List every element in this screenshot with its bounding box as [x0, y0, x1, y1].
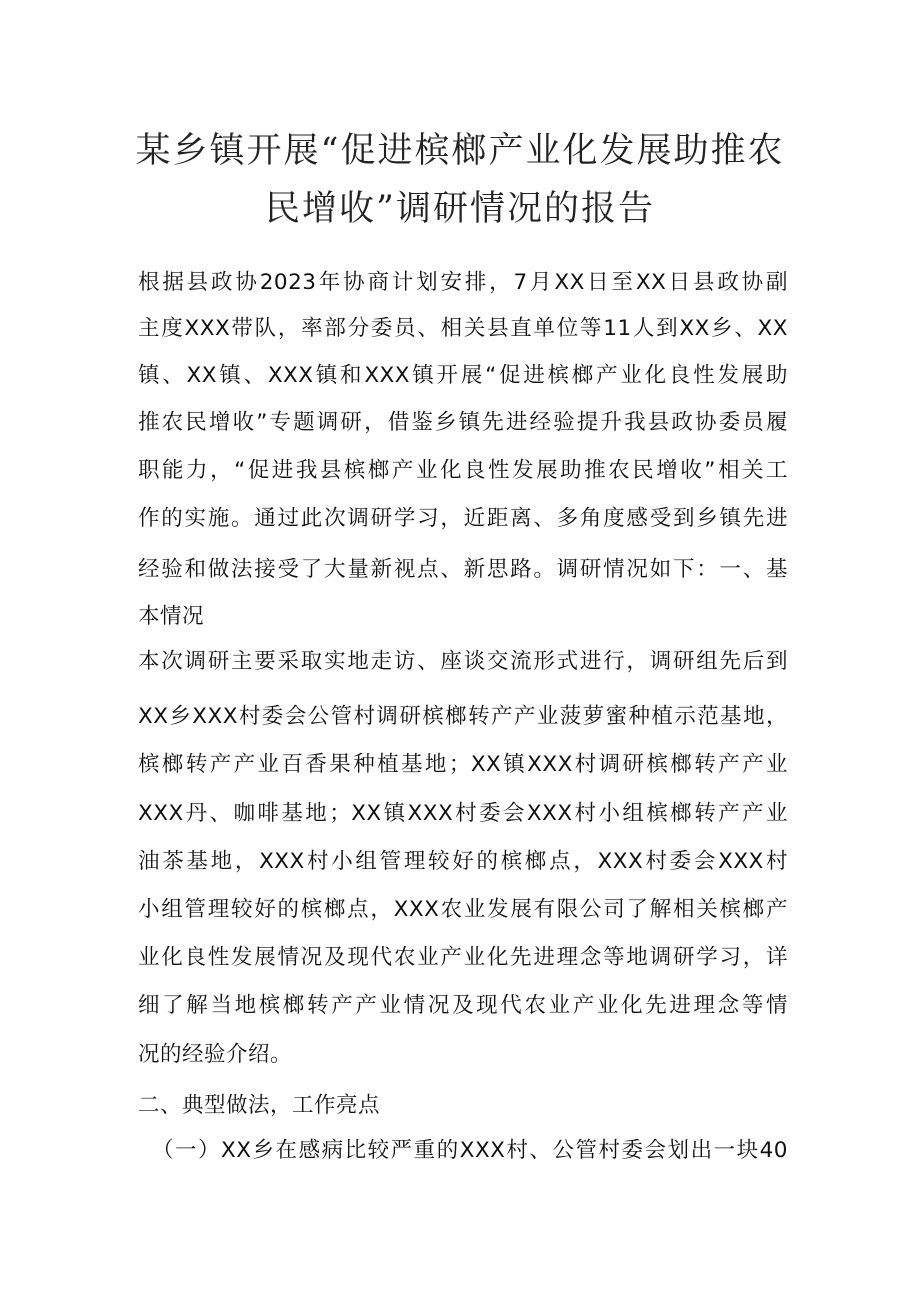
body-line: 业化良性发展情况及现代农业产业化先进理念等地调研学习，详: [138, 945, 788, 970]
body-line: 小组管理较好的槟榔点，XXX农业发展有限公司了解相关槟榔产: [138, 897, 788, 922]
section-heading: 二、典型做法，工作亮点: [138, 1093, 381, 1118]
body-line: 镇、XX镇、XXX镇和XXX镇开展“促进槟榔产业化良性发展助: [138, 363, 788, 388]
body-line: 推农民增收”专题调研，借鉴乡镇先进经验提升我县政协委员履: [138, 410, 788, 435]
document-title-line-2: 民增收”调研情况的报告: [265, 189, 655, 229]
body-line: 主度XXX带队，率部分委员、相关县直单位等11人到XX乡、XX: [138, 316, 788, 341]
body-line: 槟榔转产产业百香果种植基地；XX镇XXX村调研槟榔转产产业: [138, 752, 788, 777]
body-line: 本情况: [138, 604, 205, 629]
body-line: 根据县政协2023年协商计划安排，7月XX日至XX日县政协副: [138, 270, 788, 295]
body-line: 油茶基地，XXX村小组管理较好的槟榔点，XXX村委会XXX村: [138, 849, 788, 874]
body-line: XX乡XXX村委会公管村调研槟榔转产产业菠萝蜜种植示范基地，: [138, 704, 788, 729]
body-line: 况的经验介绍。: [138, 1042, 293, 1067]
body-line: XXX丹、咖啡基地；XX镇XXX村委会XXX村小组槟榔转产产业: [138, 801, 788, 826]
body-line: 作的实施。通过此次调研学习，近距离、多角度感受到乡镇先进: [138, 506, 788, 531]
document-title-line-1: 某乡镇开展“促进槟榔产业化发展助推农: [135, 131, 785, 171]
body-line: 职能力，“促进我县槟榔产业化良性发展助推农民增收”相关工: [138, 458, 788, 483]
body-line: 细了解当地槟榔转产产业情况及现代农业产业化先进理念等情: [138, 993, 788, 1018]
body-line: 经验和做法接受了大量新视点、新思路。调研情况如下：一、基: [138, 557, 788, 582]
body-line: 本次调研主要采取实地走访、座谈交流形式进行，调研组先后到: [138, 649, 788, 674]
body-line: （一）XX乡在感病比较严重的XXX村、公管村委会划出一块40: [152, 1138, 788, 1163]
